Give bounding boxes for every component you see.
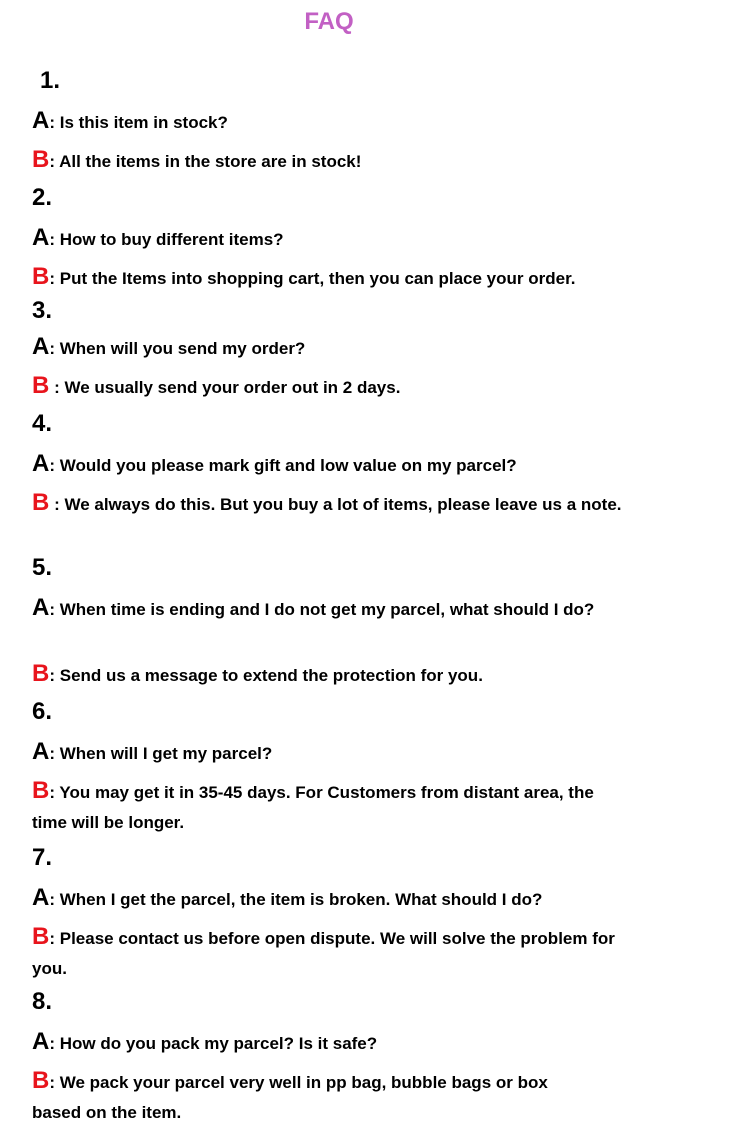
faq-number: 7. — [32, 844, 53, 871]
faq-number: 3. — [32, 297, 53, 324]
answer-marker: B — [32, 489, 50, 516]
faq-answer — [32, 262, 632, 294]
question-text: : When will I get my parcel? — [49, 744, 273, 763]
question-marker: A — [32, 1028, 50, 1055]
question-text: : When I get the parcel, the item is broken. What should I do? — [49, 890, 543, 909]
question-marker: A — [32, 224, 50, 251]
answer-marker: B — [32, 923, 50, 950]
faq-number: 8. — [32, 988, 53, 1015]
faq-answer — [32, 371, 632, 403]
answer-marker: B — [32, 660, 50, 687]
question-marker: A — [32, 594, 50, 621]
faq-answer — [32, 488, 622, 520]
faq-answer — [32, 922, 632, 984]
faq-number: 4. — [32, 410, 53, 437]
faq-question — [32, 737, 632, 769]
answer-text: : Send us a message to extend the protection for you. — [49, 666, 483, 685]
answer-text: : You may get it in 35-45 days. For Customers from distant area, the time will be longer. — [32, 783, 594, 832]
faq-question — [32, 106, 632, 138]
faq-number: 1. — [40, 67, 61, 94]
faq-answer — [32, 659, 632, 691]
answer-text: : All the items in the store are in stock! — [49, 152, 362, 171]
question-text: : When time is ending and I do not get my parcel, what should I do? — [49, 600, 595, 619]
answer-text: : We pack your parcel very well in pp bag, bubble bags or box based on the item. — [32, 1073, 548, 1122]
faq-answer — [32, 1066, 592, 1128]
question-text: : Would you please mark gift and low value on my parcel? — [49, 456, 517, 475]
faq-answer — [32, 145, 632, 177]
question-text: : How to buy different items? — [49, 230, 284, 249]
answer-text: : Put the Items into shopping cart, then you can place your order. — [49, 269, 576, 288]
question-marker: A — [32, 884, 50, 911]
answer-marker: B — [32, 777, 50, 804]
faq-question — [32, 593, 602, 625]
faq-number: 2. — [32, 184, 53, 211]
faq-number: 6. — [32, 698, 53, 725]
question-text: : How do you pack my parcel? Is it safe? — [49, 1034, 378, 1053]
faq-number: 5. — [32, 554, 53, 581]
faq-question — [32, 449, 632, 481]
question-text: : When will you send my order? — [49, 339, 306, 358]
answer-text: : We always do this. But you buy a lot of items, please leave us a note. — [49, 495, 622, 514]
faq-question — [32, 223, 632, 255]
answer-marker: B — [32, 263, 50, 290]
faq-question — [32, 883, 632, 915]
question-marker: A — [32, 450, 50, 477]
question-text: : Is this item in stock? — [49, 113, 228, 132]
faq-question — [32, 332, 632, 364]
answer-marker: B — [32, 146, 50, 173]
answer-marker: B — [32, 372, 50, 399]
faq-answer — [32, 776, 612, 838]
page-title: FAQ — [304, 8, 354, 35]
question-marker: A — [32, 107, 50, 134]
question-marker: A — [32, 333, 50, 360]
faq-question — [32, 1027, 632, 1059]
answer-text: : Please contact us before open dispute. We will solve the problem for you. — [32, 929, 615, 978]
answer-text: : We usually send your order out in 2 days. — [49, 378, 401, 397]
question-marker: A — [32, 738, 50, 765]
answer-marker: B — [32, 1067, 50, 1094]
